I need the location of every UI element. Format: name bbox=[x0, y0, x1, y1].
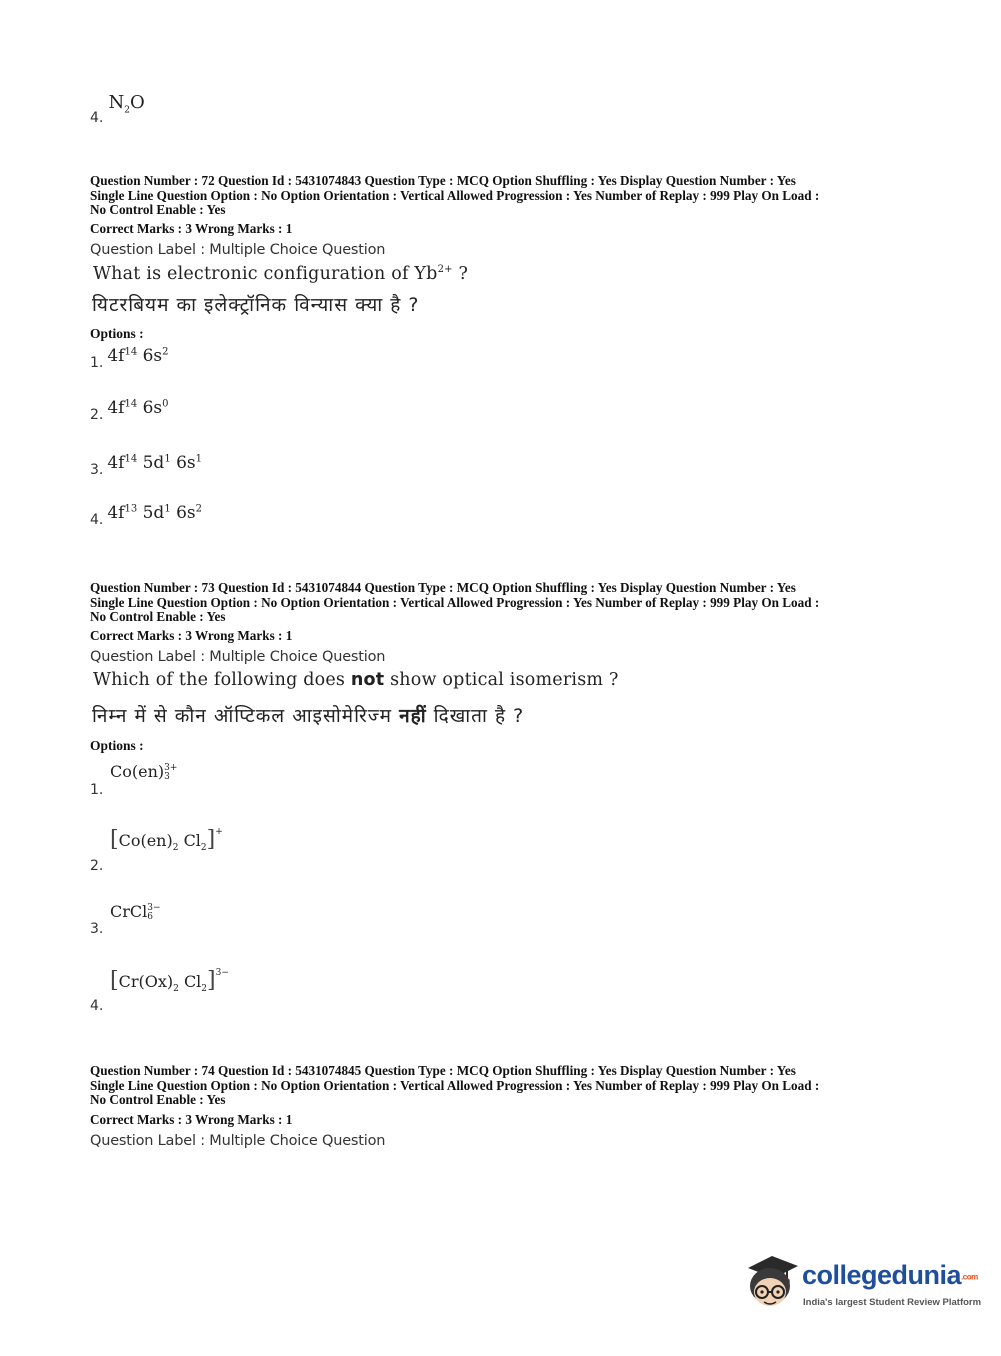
q74-marks: Correct Marks : 3 Wrong Marks : 1 bbox=[90, 1112, 293, 1127]
option-number: 1. bbox=[90, 782, 104, 798]
option-formula: $N_2O$ bbox=[108, 92, 145, 116]
option-number: 4. bbox=[90, 998, 104, 1014]
option-formula: [$Co(en)_2$ $Cl_2]^+$ bbox=[110, 826, 223, 854]
q73-question-label: Question Label : Multiple Choice Question bbox=[90, 649, 386, 665]
prev-option-4 bbox=[90, 92, 145, 126]
option-formula: Co(en) 3+ 3 bbox=[110, 762, 178, 782]
q74-question-label: Question Label : Multiple Choice Question bbox=[90, 1133, 386, 1149]
option-number: 3. bbox=[90, 462, 104, 478]
option-formula: CrCl 3− 6 bbox=[110, 902, 161, 922]
q72-marks: Correct Marks : 3 Wrong Marks : 1 bbox=[90, 221, 293, 236]
q72-option-2[interactable] bbox=[90, 398, 169, 423]
option-number: 2. bbox=[90, 858, 104, 874]
q72-question-text-hi: यिटरबियम का इलेक्ट्रॉनिक विन्यास क्या है ? bbox=[92, 294, 420, 316]
q72-meta: Question Number : 72 Question Id : 5431074843 Question Type : MCQ Option Shuffling : Yes Display Question Number : Yes Single Line Question Option : No Option Orientation : Vertical Allowed Progression : Yes Number of Replay : 999 Play On Load : No Control Enable : Yes bbox=[90, 173, 820, 218]
option-number: 3. bbox=[90, 921, 104, 937]
q73-marks: Correct Marks : 3 Wrong Marks : 1 bbox=[90, 628, 293, 643]
brand-tagline: India's largest Student Review Platform bbox=[803, 1297, 982, 1308]
option-number: 4. bbox=[90, 512, 104, 528]
option-number: 2. bbox=[90, 407, 104, 423]
brand-name: collegedunia.com bbox=[802, 1260, 978, 1290]
q73-question-text-en: Which of the following does not show optical isomerism ? bbox=[93, 670, 619, 690]
q73-question-text-hi: निम्न में से कौन ऑप्टिकल आइसोमेरिज्म नहीं दिखाता है ? bbox=[92, 705, 525, 727]
option-config: $4f^{14}$ $6s^2$ bbox=[107, 346, 169, 366]
q72-question-text-en: What is electronic configuration of $Yb^{2+}$ ? bbox=[93, 264, 469, 284]
q72-options-heading: Options : bbox=[90, 326, 144, 341]
option-config: $4f^{14}$ $5d^1$ $6s^1$ bbox=[107, 453, 203, 473]
q74-meta: Question Number : 74 Question Id : 5431074845 Question Type : MCQ Option Shuffling : Yes Display Question Number : Yes Single Line Question Option : No Option Orientation : Vertical Allowed Progression : Yes Number of Replay : 999 Play On Load : No Control Enable : Yes bbox=[90, 1063, 820, 1108]
option-config: $4f^{13}$ $5d^1$ $6s^2$ bbox=[107, 503, 203, 523]
q72-option-4[interactable] bbox=[90, 503, 203, 528]
option-number: 1. bbox=[90, 355, 104, 371]
option-number: 4. bbox=[90, 110, 104, 126]
q72-option-3[interactable] bbox=[90, 453, 203, 478]
q73-options-heading: Options : bbox=[90, 738, 144, 753]
option-config: $4f^{14}$ $6s^0$ bbox=[107, 398, 169, 418]
q72-question-label: Question Label : Multiple Choice Question bbox=[90, 242, 386, 258]
mascot-icon bbox=[742, 1250, 800, 1312]
option-formula: [$Cr(Ox)_2$ $Cl_2]^{3-}$ bbox=[110, 967, 229, 995]
collegedunia-logo[interactable] bbox=[742, 1250, 982, 1320]
q73-meta: Question Number : 73 Question Id : 5431074844 Question Type : MCQ Option Shuffling : Yes Display Question Number : Yes Single Line Question Option : No Option Orientation : Vertical Allowed Progression : Yes Number of Replay : 999 Play On Load : No Control Enable : Yes bbox=[90, 580, 820, 625]
q72-option-1[interactable] bbox=[90, 346, 169, 371]
